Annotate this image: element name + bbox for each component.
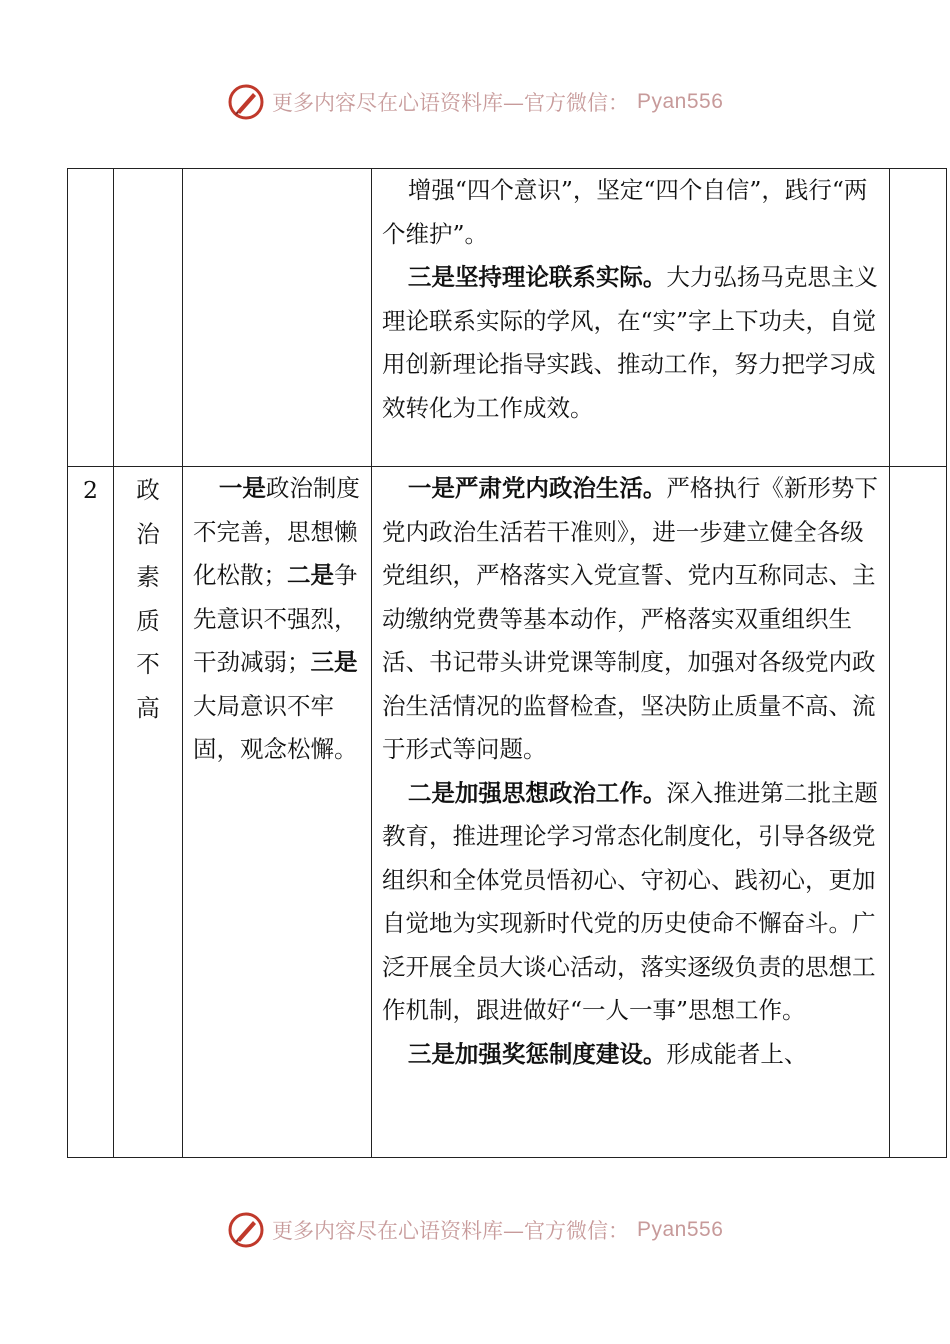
pen-logo-icon	[228, 1212, 264, 1248]
problem-lead: 一是	[218, 474, 266, 502]
measure-item	[382, 256, 879, 430]
category-cell	[114, 467, 183, 1158]
watermark-text: 更多内容尽在心语资料库—官方微信：	[272, 91, 629, 115]
measure-text: 深入推进第二批主题教育，推进理论学习常态化制度化，引导各级党组织和全体党员悟初心、守初心、践初心，更加自觉地为实现新时代党的历史使命不懈奋斗。广泛开展全员大谈心活动，落实逐级负责的思想工作机制，跟进做好“一人一事”思想工作。	[382, 778, 878, 1024]
problem-lead: 二是	[287, 561, 334, 589]
category-char: 素	[136, 563, 160, 591]
remark-cell	[890, 169, 947, 467]
watermark-text: 更多内容尽在心语资料库—官方微信：	[272, 1219, 629, 1243]
category-char: 质	[136, 606, 160, 635]
problem-cell	[183, 169, 372, 467]
table-row	[68, 467, 947, 1158]
measure-lead: 三是加强奖惩制度建设。	[407, 1039, 667, 1068]
measure-text: 大力弘扬马克思主义理论联系实际的学风，在“实”字上下功夫，自觉用创新理论指导实践、推动工作，努力把学习成效转化为工作成效。	[382, 263, 878, 422]
measure-lead: 三是坚持理论联系实际。	[407, 263, 667, 291]
problem-text: 争先意识不强烈，干劲减弱；	[193, 561, 358, 676]
category-cell	[114, 169, 183, 467]
measure-continuation: 增强“四个意识”，坚定“四个自信”，践行“两个维护”。	[382, 176, 868, 248]
measure-lead: 二是加强思想政治工作。	[407, 778, 667, 807]
category-char: 高	[136, 693, 160, 722]
problem-list	[193, 467, 363, 772]
measure-item	[382, 1033, 879, 1077]
watermark-header	[228, 82, 748, 122]
category-char: 治	[136, 519, 160, 548]
measure-text: 严格执行《新形势下党内政治生活若干准则》，进一步建立健全各级党组织，严格落实入党宣誓、党内互称同志、主动缴纳党费等基本动作，严格落实双重组织生活、书记带头讲党课等制度，加强对各级党内政治生活情况的监督检查，坚决防止质量不高、流于形式等问题。	[382, 474, 878, 763]
row-number-cell	[68, 467, 114, 1158]
problem-lead: 三是	[310, 648, 358, 676]
watermark-footer	[228, 1210, 748, 1250]
row-number-cell	[68, 169, 114, 467]
category-label	[114, 467, 182, 730]
problem-text: 大局意识不牢固，观念松懈。	[193, 691, 358, 763]
remark-cell	[890, 467, 947, 1158]
measure-cell	[372, 467, 890, 1158]
category-char: 不	[136, 650, 160, 678]
rectification-table	[67, 168, 947, 1158]
row-number: 2	[83, 476, 98, 504]
measure-cell	[372, 169, 890, 467]
problem-cell	[183, 467, 372, 1158]
measure-item	[382, 772, 879, 1033]
problem-text: 政治制度不完善，思想懒化松散；	[193, 474, 360, 589]
pen-logo-icon	[228, 84, 264, 120]
measure-item	[382, 467, 879, 772]
watermark-wechat-id: Pyan556	[637, 90, 724, 113]
table-row	[68, 169, 947, 467]
measure-lead: 一是严肃党内政治生活。	[407, 474, 667, 502]
watermark-wechat-id: Pyan556	[637, 1218, 724, 1241]
category-char: 政	[136, 476, 160, 504]
measure-text: 形成能者上、	[666, 1039, 808, 1068]
